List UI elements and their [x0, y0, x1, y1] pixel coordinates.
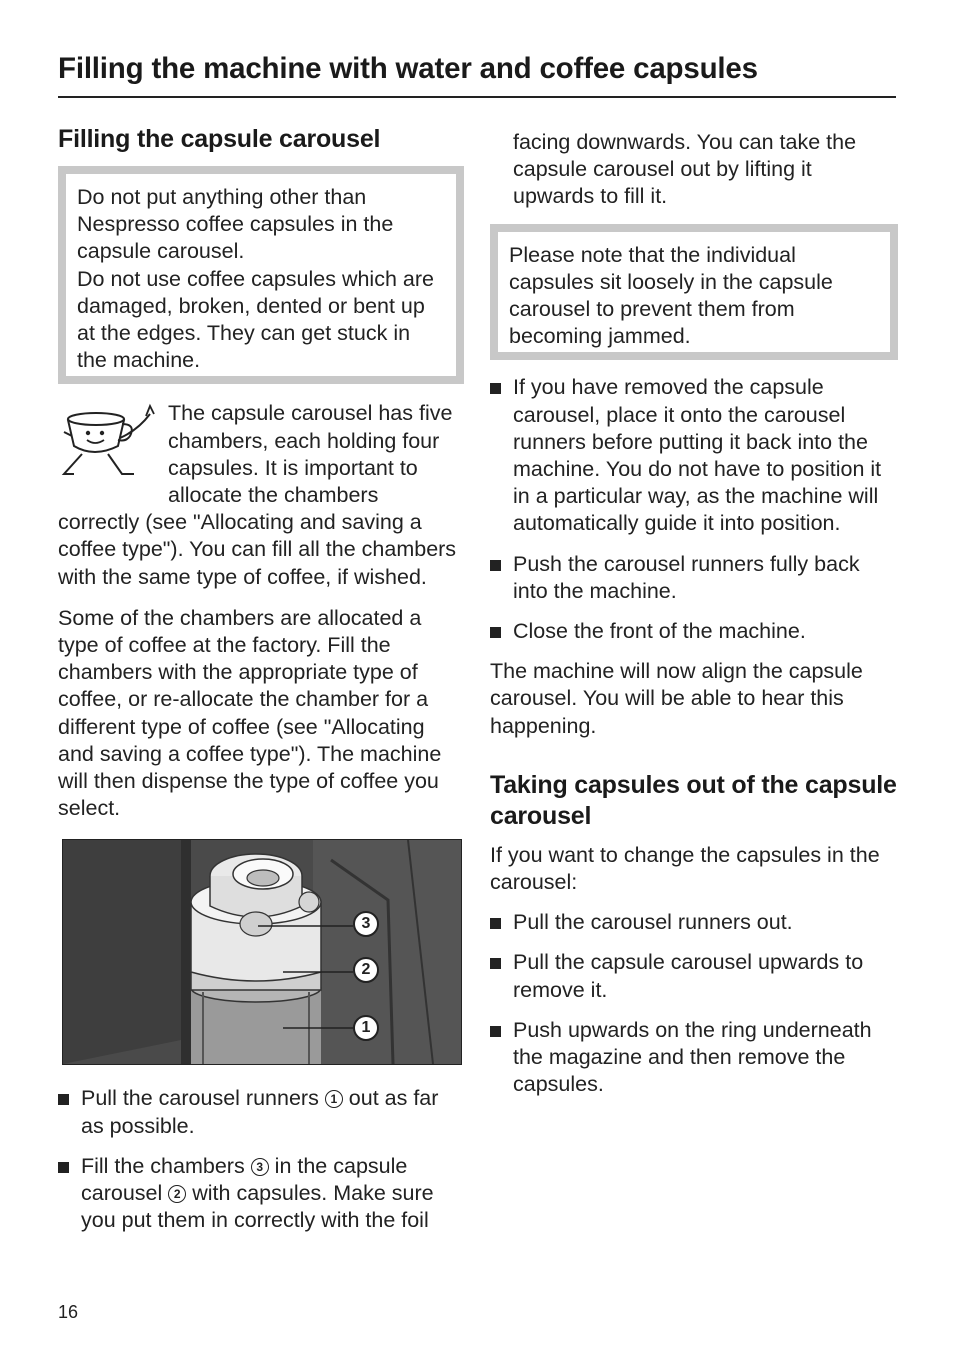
section-heading-taking-out: Taking capsules out of the capsule carousel	[490, 770, 897, 830]
figure-callout-2: 2	[353, 957, 379, 983]
warning-text-2: Do not use coffee capsules which are damaged, broken, dented or bent up at the edges. They can get stuck in the machine.	[77, 266, 434, 373]
bullet-square-icon	[490, 560, 501, 571]
bullet-text: Close the front of the machine.	[513, 619, 806, 644]
bullet-close-front	[490, 618, 898, 645]
bullet-text: Fill the chambers	[81, 1153, 245, 1178]
bullet-text: Pull the capsule carousel upwards to remove it.	[513, 950, 864, 1002]
bullet-push-ring	[490, 1017, 898, 1099]
bullet-pull-runners	[58, 1085, 464, 1139]
figure-callout-1: 1	[353, 1015, 379, 1041]
bullet-text: Push upwards on the ring underneath the magazine and then remove the capsules.	[513, 1017, 872, 1097]
bullet-pull-runners-out	[490, 909, 898, 936]
right-column	[490, 129, 898, 1098]
bullet-text: Pull the carousel runners out.	[513, 910, 793, 935]
figure-callout-3: 3	[353, 911, 379, 937]
section-heading-filling: Filling the capsule carousel	[58, 125, 381, 153]
left-column	[58, 124, 464, 1234]
bullet-text: Push the carousel runners fully back into the machine.	[513, 551, 860, 603]
bullet-push-runners	[490, 551, 898, 605]
bullet-square-icon	[58, 1094, 69, 1105]
warning-text-1: Do not put anything other than Nespresso coffee capsules in the capsule carousel.	[77, 185, 394, 264]
chambers-paragraph: Some of the chambers are allocated a type of coffee at the factory. Fill the chambers with the appropriate type of coffee, or re-allocate the chamber for a different type of coffee (see "Allocating and saving a coffee type"). The machine will then dispense the type of coffee you select.	[58, 605, 442, 821]
align-paragraph: The machine will now align the capsule carousel. You will be able to hear this happening.	[490, 659, 863, 738]
ref-callout-2: 2	[168, 1185, 186, 1203]
bullet-square-icon	[58, 1162, 69, 1173]
bullet-text: If you have removed the capsule carousel, place it onto the carousel runners before putting it back into the machine. You do not have to position it in a particular way, as the machine will automatically guide it into position.	[513, 375, 882, 536]
capsule-carousel-figure	[62, 839, 462, 1065]
bullet-square-icon	[490, 958, 501, 969]
warning-box	[58, 166, 464, 384]
tip-text: The capsule carousel has five chambers, each holding four capsules. It is important to allocate the chambers correctly (see "Allocating and saving a coffee type"). You can fill all the chambers with the same type of coffee, if wished.	[58, 401, 457, 589]
ref-callout-3: 3	[251, 1158, 269, 1176]
bullet-text: in the capsule carousel	[81, 1153, 408, 1206]
page-title: Filling the machine with water and coffee capsules	[58, 52, 896, 98]
note-box	[490, 224, 898, 361]
change-intro: If you want to change the capsules in the carousel:	[490, 842, 880, 895]
bullet-replace-carousel	[490, 374, 898, 537]
bullet-text: with capsules. Make sure you put them in correctly with the foil	[81, 1181, 434, 1233]
bullet-text: out as far as possible.	[81, 1086, 439, 1138]
tip-mascot-icon	[58, 402, 166, 482]
bullet-square-icon	[490, 383, 501, 394]
continued-bullet-text: facing downwards. You can take the capsule carousel out by lifting it upwards to fill it.	[513, 130, 857, 209]
bullet-pull-carousel-up	[490, 949, 898, 1003]
bullet-fill-chambers	[58, 1153, 464, 1235]
ref-callout-1: 1	[325, 1090, 343, 1108]
bullet-text: Pull the carousel runners	[81, 1086, 319, 1111]
page-number: 16	[58, 1302, 79, 1322]
bullet-square-icon	[490, 627, 501, 638]
bullet-square-icon	[490, 918, 501, 929]
note-text: Please note that the individual capsules sit loosely in the capsule carousel to prevent them from becoming jammed.	[509, 242, 833, 349]
tip-paragraph	[58, 400, 464, 590]
carousel-illustration	[63, 840, 461, 1064]
bullet-square-icon	[490, 1026, 501, 1037]
